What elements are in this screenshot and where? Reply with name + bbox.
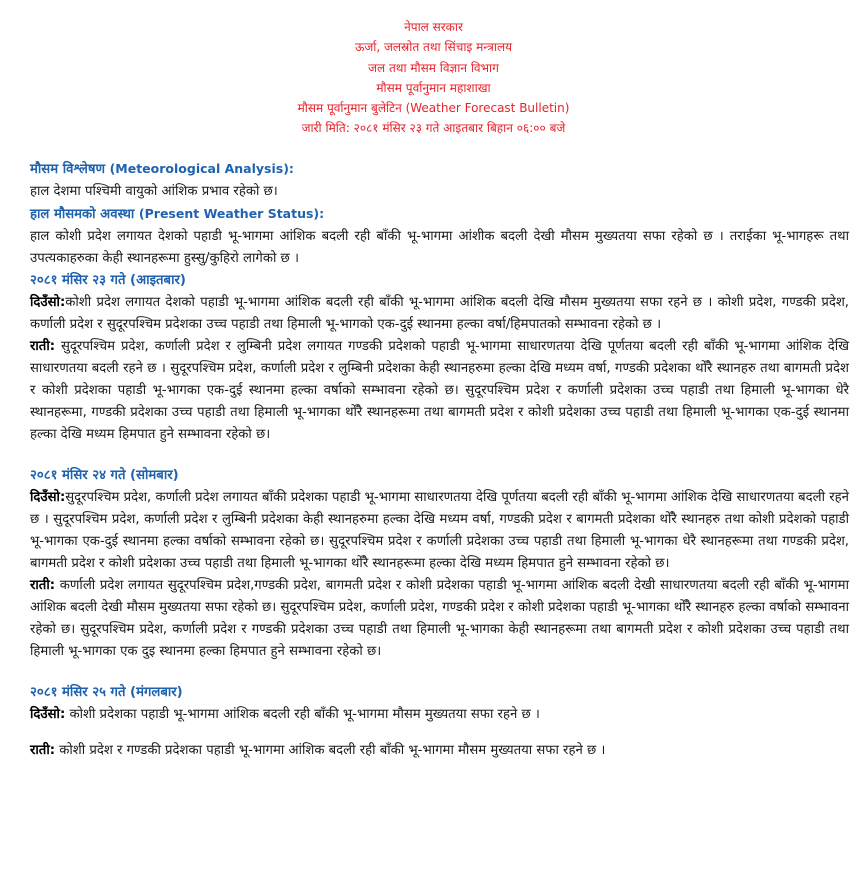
day3-night [30, 740, 849, 762]
spacer [30, 726, 849, 740]
department-name: जल तथा मौसम विज्ञान विभाग [368, 60, 499, 75]
present-weather-heading [30, 203, 849, 226]
day3-heading: २०८१ मंसिर २५ गते (मंगलबार) [30, 685, 183, 700]
day1-daytime [30, 292, 849, 336]
government-name: नेपाल सरकार [404, 20, 463, 34]
issue-date: जारी मिति: २०८१ मंसिर २३ गते आइतबार बिहान ०६:०० बजे [301, 121, 566, 136]
day1-heading: २०८१ मंसिर २३ गते (आइतबार) [30, 273, 186, 288]
spacer [30, 446, 849, 465]
day2-daytime-label: दिउँसो: [30, 490, 66, 505]
analysis-heading-en: (Meteorological Analysis): [109, 161, 294, 176]
day3-daytime [30, 704, 849, 726]
present-heading-np: हाल मौसमको अवस्था [30, 207, 135, 222]
day2-daytime [30, 487, 849, 575]
ministry-name: ऊर्जा, जलस्रोत तथा सिंचाइ मन्त्रालय [354, 40, 513, 55]
division-name: मौसम पूर्वानुमान महाशाखा [376, 80, 491, 95]
present-weather-text: हाल कोशी प्रदेश लगायत देशको पहाडी भू-भागमा आंशिक बदली रही बाँकी भू-भागमा आंशीक बदली देखी मौसम मुख्यतया सफा रहेको छ । तराईका भू-भागहरू तथा उपत्यकाहरुका केही स्थानहरूमा हुस्सु/कुहिरो लागेको छ । [30, 229, 849, 266]
bulletin-header [0, 0, 867, 139]
day3-night-text: कोशी प्रदेश र गण्डकी प्रदेशका पहाडी भू-भागमा आंशिक बदली रही बाँकी भू-भागमा मौसम मुख्यतया सफा रहने छ । [55, 743, 606, 758]
day2-night-label: राती: [30, 578, 56, 593]
day1-night-text: सुदूरपश्चिम प्रदेश, कर्णाली प्रदेश र लुम्बिनी प्रदेश लगायत गण्डकी प्रदेशको पहाडी भू-भागमा साधारणतया देखि पूर्णतया बदली रही बाँकी भू-भागमा आंशिक देखि साधारणतया बदली रहने छ । सुदूरपश्चिम प्रदेश, कर्णाली प्रदेश र लुम्बिनी प्रदेशका केही स्थानहरुमा हल्का देखि मध्यम वर्षा, गण्डकी प्रदेशका थोँरै स्थानहरु तथा बागमती प्रदेश र कोशी प्रदेशका पहाडी भू-भागका एक-दुई स्थानमा हल्का वर्षाको सम्भावना रहेको छ। सुदूरपश्चिम प्रदेश र कर्णाली प्रदेशका उच्च पहाडी तथा हिमाली भू-भागका धेरै स्थानहरूमा, गण्डकी प्रदेशका उच्च पहाडी तथा हिमाली भू-भागका थोँरै स्थानहरूमा तथा बागमती प्रदेश र कोशी प्रदेशका उच्च पहाडी तथा हिमाली भू-भागका एक-दुई स्थानमा हल्का देखि मध्यम हिमपात हुने सम्भावना रहेको छ। [30, 339, 849, 442]
spacer [30, 663, 849, 682]
day3-night-label: राती: [30, 743, 56, 758]
day1-night-label: राती: [30, 339, 56, 354]
day2-daytime-text: सुदूरपश्चिम प्रदेश, कर्णाली प्रदेश लगायत बाँकी प्रदेशका पहाडी भू-भागमा साधारणतया देखि पूर्णतया बदली रही बाँकी भू-भागमा आंशिक देखि साधारणतया बदली रहने छ । सुदूरपश्चिम प्रदेश, कर्णाली प्रदेश र लुम्बिनी प्रदेशका केही स्थानहरुमा हल्का देखि मध्यम वर्षा, गण्डकी प्रदेश र बागमती प्रदेशका थोँरै स्थानहरु तथा कोशी प्रदेशको पहाडी भू-भागका एक-दुई स्थानमा हल्का वर्षाको सम्भावना रहेको छ। सुदूरपश्चिम प्रदेश र कर्णाली प्रदेशका उच्च पहाडी तथा हिमाली भू-भागका धेरै स्थानहरूमा तथा गण्डकी प्रदेश, बागमती प्रदेश र कोशी प्रदेशका उच्च पहाडी तथा हिमाली भू-भागका थोँरै स्थानहरूमा हल्का देखि मध्यम हिमपात हुने सम्भावना रहेको छ। [30, 490, 849, 571]
present-heading-en: (Present Weather Status): [138, 206, 325, 221]
day1-daytime-text: कोशी प्रदेश लगायत देशको पहाडी भू-भागमा आंशिक बदली रही बाँकी भू-भागमा आंशिक बदली देखि मौसम मुख्यतया सफा रहने छ । कोशी प्रदेश, गण्डकी प्रदेश, कर्णाली प्रदेश र सुदूरपश्चिम प्रदेशका उच्च पहाडी तथा हिमाली भू-भागको एक-दुई स्थानमा हल्का वर्षा/हिमपातको सम्भावना रहेको छ । [30, 295, 849, 332]
day3-daytime-text: कोशी प्रदेशका पहाडी भू-भागमा आंशिक बदली रही बाँकी भू-भागमा मौसम मुख्यतया सफा रहने छ । [65, 707, 540, 722]
day2-heading: २०८१ मंसिर २४ गते (सोमबार) [30, 468, 179, 483]
analysis-text: हाल देशमा पश्चिमी वायुको आंशिक प्रभाव रहेको छ। [30, 184, 278, 199]
day2-night-text: कर्णाली प्रदेश लगायत सुदूरपश्चिम प्रदेश,गण्डकी प्रदेश, बागमती प्रदेश र कोशी प्रदेशका पहाडी भू-भागमा आंशिक बदली देखी साधारणतया बदली रही बाँकी भू-भागमा आंशिक बदली देखी मौसम मुख्यतया सफा रहेको छ। सुदूरपश्चिम प्रदेश, कर्णाली प्रदेश, गण्डकी प्रदेश र कोशी प्रदेशका पहाडी भू-भागका थोँरै स्थानहरु हल्का वर्षाको सम्भावना रहेको छ। सुदूरपश्चिम प्रदेश, कर्णाली प्रदेश र गण्डकी प्रदेशका उच्च पहाडी तथा हिमाली भू-भागका केही स्थानहरूमा तथा बागमती प्रदेश र कोशी प्रदेशका उच्च पहाडी तथा हिमाली भू-भागका एक दुइ स्थानमा हल्का हिमपात हुने सम्भावना रहेको छ। [30, 578, 849, 659]
day2-night [30, 575, 849, 663]
bulletin-body [30, 158, 849, 762]
bulletin-title: मौसम पूर्वानुमान बुलेटिन (Weather Forecast Bulletin) [297, 101, 570, 116]
day1-daytime-label: दिउँसो: [30, 295, 66, 310]
day3-daytime-label: दिउँसो: [30, 707, 66, 722]
analysis-heading [30, 158, 849, 181]
day1-night [30, 336, 849, 446]
analysis-heading-np: मौसम विश्लेषण [30, 162, 105, 177]
